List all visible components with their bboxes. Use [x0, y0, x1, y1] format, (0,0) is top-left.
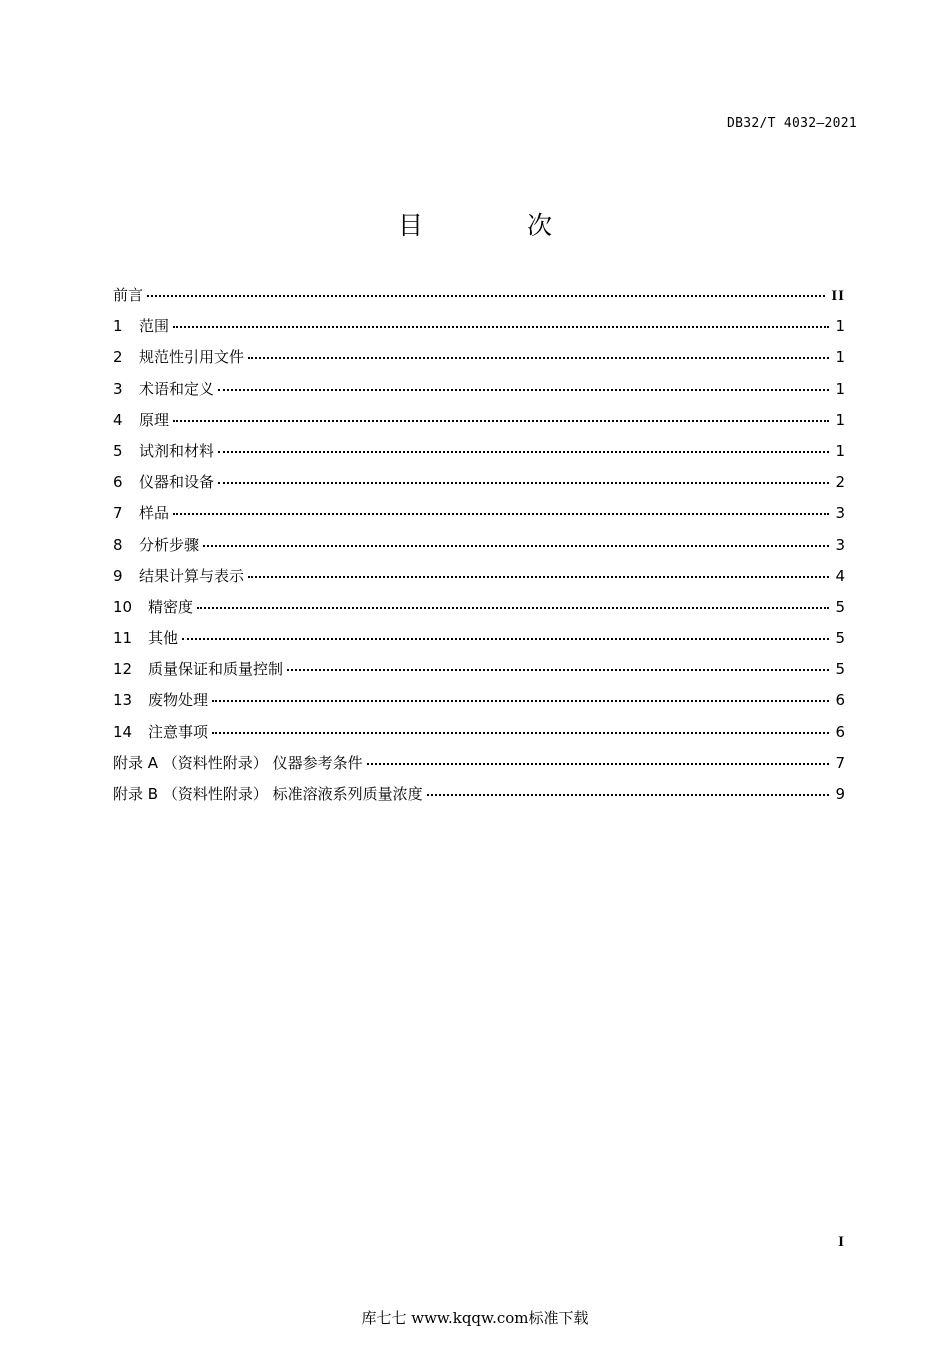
- toc-dot-leader: [218, 389, 829, 391]
- toc-entry-number: 3: [113, 379, 123, 398]
- toc-entry-page: 7: [835, 753, 845, 772]
- toc-entry-number: 7: [113, 504, 123, 523]
- toc-entry[interactable]: [113, 565, 845, 596]
- toc-entry-label: 结果计算与表示: [139, 566, 245, 585]
- toc-dot-leader: [212, 700, 829, 702]
- toc-dot-leader: [203, 545, 829, 547]
- toc-entry-page: 1: [835, 348, 845, 367]
- toc-entry-label: 前言: [113, 286, 144, 304]
- toc-entry-number: 6: [113, 473, 123, 492]
- toc-entry[interactable]: [113, 315, 845, 346]
- toc-entry[interactable]: [113, 346, 845, 377]
- toc-dot-leader: [248, 576, 829, 578]
- toc-entry-label: 原理: [139, 410, 170, 429]
- toc-entry-number: 13: [113, 691, 133, 710]
- toc-entry-label: 注意事项: [148, 722, 209, 741]
- toc-entry-page: 3: [835, 535, 845, 554]
- toc-entry-page: 3: [835, 504, 845, 523]
- toc-entry-number: 4: [113, 410, 123, 429]
- toc-dot-leader: [218, 451, 829, 453]
- toc-entry-label: 附录 B （资料性附录） 标准溶液系列质量浓度: [113, 785, 423, 803]
- toc-entry-label: 废物处理: [148, 691, 209, 710]
- toc-entry[interactable]: [113, 502, 845, 533]
- toc-entry[interactable]: [113, 471, 845, 502]
- page-number: I: [838, 1234, 844, 1250]
- toc-dot-leader: [173, 326, 829, 328]
- toc-entry-page: 1: [835, 317, 845, 336]
- toc-dot-leader: [182, 638, 829, 640]
- toc-entry-number: 10: [113, 597, 133, 616]
- toc-dot-leader: [147, 295, 825, 297]
- toc-entry[interactable]: [113, 534, 845, 565]
- toc-entry-label: 仪器和设备: [139, 473, 215, 492]
- toc-dot-leader: [212, 732, 829, 734]
- toc-entry-number: 8: [113, 535, 123, 554]
- toc-entry-number: 5: [113, 441, 123, 460]
- toc-entry[interactable]: [113, 689, 845, 720]
- toc-entry-label: 范围: [139, 317, 170, 336]
- toc-entry-label: 术语和定义: [139, 379, 215, 398]
- toc-dot-leader: [197, 607, 829, 609]
- page-title: 目 次: [398, 211, 600, 240]
- toc-entry-page: 4: [835, 566, 845, 585]
- toc-entry-number: 11: [113, 629, 133, 648]
- toc-entry-number: 9: [113, 566, 123, 585]
- toc-entry[interactable]: [113, 658, 845, 689]
- toc-entry-page: 5: [835, 660, 845, 679]
- toc-entry[interactable]: [113, 284, 845, 315]
- toc-entry-label: 分析步骤: [139, 535, 200, 554]
- toc-entry-page: 6: [835, 722, 845, 741]
- toc-entry[interactable]: [113, 627, 845, 658]
- toc-dot-leader: [173, 513, 829, 515]
- toc-entry[interactable]: [113, 721, 845, 752]
- toc-entry[interactable]: [113, 783, 845, 814]
- toc-entry-page: 5: [835, 597, 845, 616]
- toc-entry-label: 附录 A （资料性附录） 仪器参考条件: [113, 753, 363, 772]
- toc-entry-page: 1: [835, 441, 845, 460]
- toc-entry-number: 14: [113, 722, 133, 741]
- toc-entry[interactable]: [113, 378, 845, 409]
- toc-entry-label: 精密度: [148, 597, 194, 616]
- toc-dot-leader: [248, 357, 829, 359]
- table-of-contents: [113, 284, 845, 814]
- toc-entry-page: 6: [835, 691, 845, 710]
- toc-entry-label: 其他: [148, 629, 179, 648]
- toc-entry-number: 2: [113, 348, 123, 367]
- toc-entry-number: 1: [113, 317, 123, 336]
- toc-entry-label: 规范性引用文件: [139, 348, 245, 367]
- toc-dot-leader: [367, 763, 829, 765]
- footer-watermark: 库七七 www.kqqw.com标准下载: [361, 1309, 589, 1327]
- toc-entry-page: II: [831, 288, 845, 304]
- toc-entry[interactable]: [113, 596, 845, 627]
- toc-dot-leader: [218, 482, 829, 484]
- toc-entry-page: 1: [835, 379, 845, 398]
- toc-entry[interactable]: [113, 440, 845, 471]
- toc-entry[interactable]: [113, 752, 845, 783]
- toc-entry-page: 9: [835, 785, 845, 803]
- document-code: DB32/T 4032—2021: [726, 116, 857, 131]
- toc-dot-leader: [173, 420, 829, 422]
- toc-entry[interactable]: [113, 409, 845, 440]
- toc-entry-page: 2: [835, 473, 845, 492]
- toc-entry-page: 5: [835, 629, 845, 648]
- toc-entry-page: 1: [835, 410, 845, 429]
- toc-dot-leader: [287, 669, 829, 671]
- toc-entry-number: 12: [113, 660, 133, 679]
- toc-entry-label: 试剂和材料: [139, 441, 215, 460]
- toc-dot-leader: [427, 794, 829, 796]
- toc-entry-label: 样品: [139, 504, 170, 523]
- toc-entry-label: 质量保证和质量控制: [148, 660, 284, 679]
